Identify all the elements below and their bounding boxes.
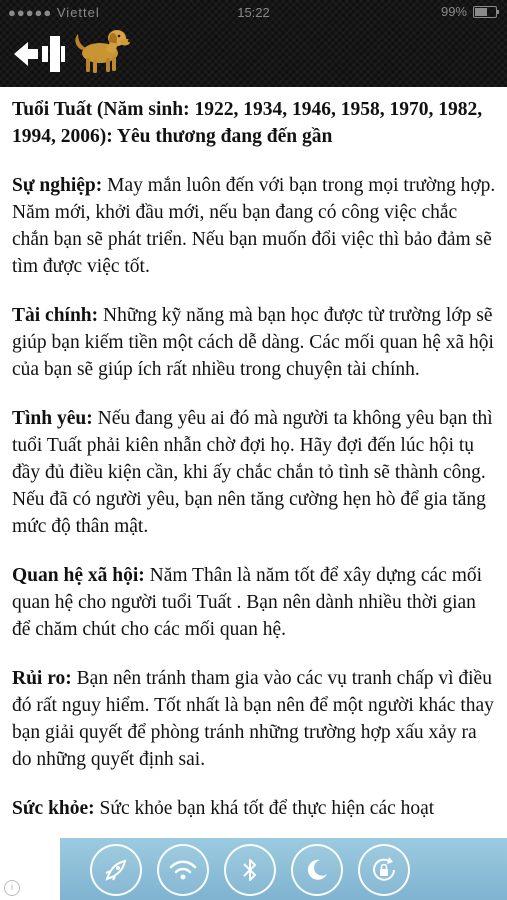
section-text: Năm Thân là năm tốt để xây dựng các mối quan hệ cho người tuổi Tuất . Bạn nên dành nhiều thời gian để chăm chút cho các mối quan hệ.: [12, 565, 483, 640]
cleaner-toggle[interactable]: [90, 844, 142, 896]
section-text: Bạn nên tránh tham gia vào các vụ tranh chấp vì điều đó rất nguy hiểm. Tốt nhất là bạn nên để một người khác thay bạn giải quyết để phòng tránh những trường hợp xấu xảy ra do những quyết định sai.: [12, 668, 494, 770]
wifi-toggle[interactable]: [157, 844, 209, 896]
section-career: [12, 172, 498, 280]
section-text: Sức khỏe bạn khá tốt để thực hiện các hoạt: [94, 798, 435, 819]
control-center-bar: [60, 838, 507, 900]
section-label: Quan hệ xã hội:: [12, 565, 145, 586]
section-love: [12, 405, 498, 540]
section-label: Sự nghiệp:: [12, 175, 103, 196]
back-arrow-icon: [12, 34, 66, 74]
section-risk: [12, 665, 498, 773]
section-label: Tài chính:: [12, 305, 99, 326]
golden-dog-icon: [72, 20, 132, 76]
section-text: Những kỹ năng mà bạn học được từ trường lớp sẽ giúp bạn kiếm tiền một cách dễ dàng. Các mối quan hệ xã hội của bạn sẽ giúp ích rất nhiều trong chuyện tài chính.: [12, 305, 494, 380]
section-label: Rủi ro:: [12, 668, 72, 689]
top-navigation-bar: [0, 0, 507, 87]
rotation-lock-icon: [369, 855, 399, 885]
bluetooth-icon: [240, 856, 260, 884]
moon-icon: [304, 857, 330, 883]
section-health: [12, 795, 498, 822]
status-right-group: [441, 4, 497, 19]
status-time: 15:22: [237, 5, 270, 20]
section-finance: [12, 302, 498, 383]
battery-icon: [473, 6, 497, 18]
back-button[interactable]: [12, 34, 66, 74]
section-label: Tình yêu:: [12, 408, 93, 429]
section-social: [12, 562, 498, 643]
rocket-cleaner-icon: [101, 855, 131, 885]
battery-percent: 99%: [440, 4, 467, 19]
do-not-disturb-toggle[interactable]: [291, 844, 343, 896]
article-heading: Tuổi Tuất (Năm sinh: 1922, 1934, 1946, 1958, 1970, 1982, 1994, 2006): Yêu thương đang đến gần: [12, 99, 483, 147]
info-icon[interactable]: i: [4, 880, 20, 896]
wifi-icon: [168, 858, 198, 882]
rotation-lock-toggle[interactable]: [358, 844, 410, 896]
section-label: Sức khỏe:: [12, 798, 95, 819]
bluetooth-toggle[interactable]: [224, 844, 276, 896]
horoscope-article: [12, 96, 498, 844]
section-text: May mắn luôn đến với bạn trong mọi trường hợp. Năm mới, khởi đầu mới, nếu bạn đang có công việc chắc chắn bạn sẽ phát triển. Nếu bạn muốn đổi việc thì bảo đảm sẽ tìm được việc tốt.: [12, 175, 496, 277]
section-text: Nếu đang yêu ai đó mà người ta không yêu bạn thì tuổi Tuất phải kiên nhẫn chờ đợi họ. Hãy đợi đến lúc hội tụ đầy đủ điều kiện cần, khi ấy chắc chắn tỏ tình sẽ thành công. Nếu đã có người yêu, bạn nên tăng cường hẹn hò để gia tăng mức độ thân mật.: [12, 408, 493, 537]
carrier-label: ●●●●● Viettel: [8, 5, 100, 20]
